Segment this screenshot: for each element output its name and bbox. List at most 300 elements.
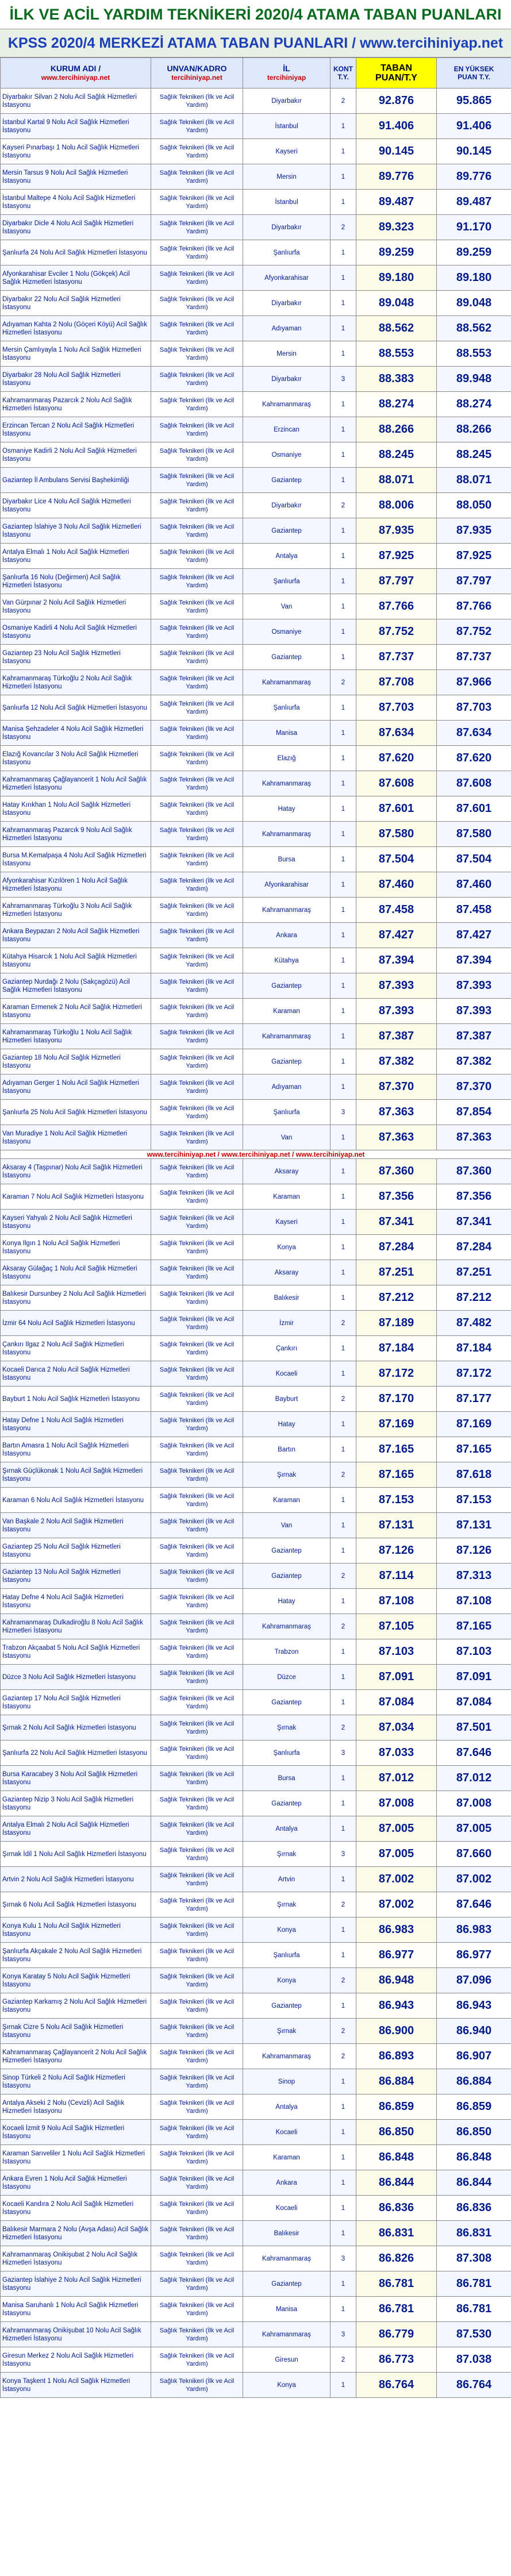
table-row — [1, 1816, 511, 1842]
il-cell: Gaziantep — [243, 1049, 331, 1075]
kurum-cell: Karaman 6 Nolu Acil Sağlık Hizmetleri İstasyonu — [1, 1488, 151, 1513]
table-row — [1, 1488, 511, 1513]
yuksek-puan-cell: 86.850 — [437, 2120, 511, 2145]
yuksek-puan-cell: 87.580 — [437, 822, 511, 847]
table-row — [1, 1210, 511, 1235]
kont-cell: 2 — [331, 88, 356, 114]
unvan-cell: Sağlık Teknikeri (İlk ve Acil Yardım) — [151, 1387, 243, 1412]
il-cell: Konya — [243, 1968, 331, 1993]
kurum-cell: Kocaeli Kandıra 2 Nolu Acil Sağlık Hizmetleri İstasyonu — [1, 2196, 151, 2221]
yuksek-puan-cell: 87.620 — [437, 746, 511, 771]
unvan-cell: Sağlık Teknikeri (İlk ve Acil Yardım) — [151, 1336, 243, 1361]
il-cell: Kahramanmaraş — [243, 670, 331, 695]
kont-cell: 1 — [331, 1260, 356, 1285]
unvan-cell: Sağlık Teknikeri (İlk ve Acil Yardım) — [151, 215, 243, 240]
kurum-cell: Kahramanmaraş Onikişubat 10 Nolu Acil Sağlık Hizmetleri İstasyonu — [1, 2322, 151, 2347]
unvan-cell: Sağlık Teknikeri (İlk ve Acil Yardım) — [151, 1614, 243, 1639]
column-header-kurum — [1, 58, 151, 88]
unvan-cell: Sağlık Teknikeri (İlk ve Acil Yardım) — [151, 746, 243, 771]
taban-puan-cell: 87.797 — [356, 569, 437, 594]
taban-puan-cell: 89.323 — [356, 215, 437, 240]
table-row — [1, 1589, 511, 1614]
taban-puan-cell: 87.925 — [356, 544, 437, 569]
unvan-cell: Sağlık Teknikeri (İlk ve Acil Yardım) — [151, 1993, 243, 2019]
yuksek-puan-cell: 87.108 — [437, 1589, 511, 1614]
yuksek-puan-cell: 87.608 — [437, 771, 511, 796]
unvan-cell: Sağlık Teknikeri (İlk ve Acil Yardım) — [151, 265, 243, 291]
il-cell: Kahramanmaraş — [243, 822, 331, 847]
unvan-cell: Sağlık Teknikeri (İlk ve Acil Yardım) — [151, 1589, 243, 1614]
yuksek-puan-cell: 87.177 — [437, 1387, 511, 1412]
taban-puan-cell: 87.034 — [356, 1715, 437, 1741]
table-row — [1, 442, 511, 468]
kurum-cell: Kahramanmaraş Onikişubat 2 Nolu Acil Sağlık Hizmetleri İstasyonu — [1, 2246, 151, 2271]
yuksek-puan-cell: 87.382 — [437, 1049, 511, 1075]
table-row — [1, 2120, 511, 2145]
table-row — [1, 1791, 511, 1816]
kurum-cell: Van Muradiye 1 Nolu Acil Sağlık Hizmetleri İstasyonu — [1, 1125, 151, 1150]
taban-puan-cell: 87.608 — [356, 771, 437, 796]
kurum-cell: Trabzon Akçaabat 5 Nolu Acil Sağlık Hizmetleri İstasyonu — [1, 1639, 151, 1665]
kurum-cell: Kahramanmaraş Çağlayancerit 2 Nolu Acil Sağlık Hizmetleri İstasyonu — [1, 2044, 151, 2069]
taban-puan-cell: 87.601 — [356, 796, 437, 822]
yuksek-puan-cell: 86.907 — [437, 2044, 511, 2069]
table-row — [1, 1715, 511, 1741]
unvan-cell: Sağlık Teknikeri (İlk ve Acil Yardım) — [151, 1437, 243, 1462]
table-row — [1, 796, 511, 822]
unvan-cell: Sağlık Teknikeri (İlk ve Acil Yardım) — [151, 2120, 243, 2145]
table-row — [1, 392, 511, 417]
unvan-cell: Sağlık Teknikeri (İlk ve Acil Yardım) — [151, 999, 243, 1024]
taban-puan-cell: 87.634 — [356, 721, 437, 746]
yuksek-puan-cell: 87.184 — [437, 1336, 511, 1361]
il-cell: Kahramanmaraş — [243, 2044, 331, 2069]
kont-cell: 1 — [331, 2271, 356, 2297]
taban-puan-cell: 87.012 — [356, 1766, 437, 1791]
il-cell: Aksaray — [243, 1159, 331, 1184]
kurum-cell: Hatay Defne 4 Nolu Acil Sağlık Hizmetleri İstasyonu — [1, 1589, 151, 1614]
kont-cell: 1 — [331, 190, 356, 215]
il-header-link[interactable]: tercihiniyap — [267, 74, 306, 82]
il-cell: Çankırı — [243, 1336, 331, 1361]
kont-cell: 1 — [331, 139, 356, 164]
kurum-cell: Kütahya Hisarcık 1 Nolu Acil Sağlık Hizmetleri İstasyonu — [1, 948, 151, 973]
kont-cell: 1 — [331, 1285, 356, 1311]
taban-puan-cell: 86.848 — [356, 2145, 437, 2170]
kurum-cell: Diyarbakır Silvan 2 Nolu Acil Sağlık Hizmetleri İstasyonu — [1, 88, 151, 114]
il-cell: Adıyaman — [243, 1075, 331, 1100]
taban-puan-cell: 87.084 — [356, 1690, 437, 1715]
unvan-cell: Sağlık Teknikeri (İlk ve Acil Yardım) — [151, 822, 243, 847]
column-header-unvan — [151, 58, 243, 88]
kurum-cell: Hatay Defne 1 Nolu Acil Sağlık Hizmetleri İstasyonu — [1, 1412, 151, 1437]
yuksek-puan-cell: 87.313 — [437, 1564, 511, 1589]
kurum-cell: Gaziantep 25 Nolu Acil Sağlık Hizmetleri İstasyonu — [1, 1538, 151, 1564]
yuksek-puan-cell: 86.831 — [437, 2221, 511, 2246]
yuksek-puan-cell: 87.131 — [437, 1513, 511, 1538]
il-cell: Balıkesir — [243, 2221, 331, 2246]
il-cell: Diyarbakır — [243, 215, 331, 240]
il-cell: Karaman — [243, 999, 331, 1024]
taban-puan-cell: 86.831 — [356, 2221, 437, 2246]
table-row — [1, 1766, 511, 1791]
kurum-cell: Osmaniye Kadirli 2 Nolu Acil Sağlık Hizmetleri İstasyonu — [1, 442, 151, 468]
table-body — [1, 88, 511, 2398]
table-row — [1, 2069, 511, 2094]
kont-cell: 1 — [331, 1943, 356, 1968]
taban-puan-cell: 89.487 — [356, 190, 437, 215]
yuksek-puan-cell: 88.071 — [437, 468, 511, 493]
unvan-cell: Sağlık Teknikeri (İlk ve Acil Yardım) — [151, 1125, 243, 1150]
yuksek-puan-cell: 89.259 — [437, 240, 511, 265]
separator-link[interactable]: www.tercihiniyap.net / www.tercihiniyap.net / www.tercihiniyap.net — [1, 1150, 511, 1159]
taban-puan-cell: 87.005 — [356, 1816, 437, 1842]
unvan-cell: Sağlık Teknikeri (İlk ve Acil Yardım) — [151, 1235, 243, 1260]
yuksek-puan-cell: 87.387 — [437, 1024, 511, 1049]
kont-cell: 1 — [331, 1184, 356, 1210]
yuksek-puan-cell: 87.634 — [437, 721, 511, 746]
table-row — [1, 1159, 511, 1184]
taban-puan-cell: 87.504 — [356, 847, 437, 872]
table-row — [1, 1462, 511, 1488]
yuksek-puan-cell: 87.165 — [437, 1437, 511, 1462]
table-row — [1, 544, 511, 569]
taban-puan-cell: 87.126 — [356, 1538, 437, 1564]
kont-cell: 1 — [331, 2170, 356, 2196]
il-cell: Kahramanmaraş — [243, 1614, 331, 1639]
table-row — [1, 1387, 511, 1412]
unvan-cell: Sağlık Teknikeri (İlk ve Acil Yardım) — [151, 468, 243, 493]
yuksek-puan-cell: 87.084 — [437, 1690, 511, 1715]
yuksek-puan-cell: 87.530 — [437, 2322, 511, 2347]
il-cell: Antalya — [243, 1816, 331, 1842]
yuksek-puan-cell: 87.935 — [437, 518, 511, 544]
table-row — [1, 2271, 511, 2297]
taban-puan-cell: 89.259 — [356, 240, 437, 265]
taban-puan-cell: 86.779 — [356, 2322, 437, 2347]
kurum-cell: Kahramanmaraş Türkoğlu 2 Nolu Acil Sağlık Hizmetleri İstasyonu — [1, 670, 151, 695]
table-row — [1, 1412, 511, 1437]
table-row — [1, 1867, 511, 1892]
unvan-cell: Sağlık Teknikeri (İlk ve Acil Yardım) — [151, 518, 243, 544]
kont-cell: 1 — [331, 2145, 356, 2170]
taban-puan-cell: 86.859 — [356, 2094, 437, 2120]
taban-puan-cell: 88.562 — [356, 316, 437, 341]
unvan-cell: Sağlık Teknikeri (İlk ve Acil Yardım) — [151, 771, 243, 796]
unvan-cell: Sağlık Teknikeri (İlk ve Acil Yardım) — [151, 1159, 243, 1184]
il-cell: Kayseri — [243, 1210, 331, 1235]
taban-puan-cell: 87.212 — [356, 1285, 437, 1311]
il-cell: Konya — [243, 2373, 331, 2398]
table-row — [1, 1311, 511, 1336]
taban-puan-cell: 86.977 — [356, 1943, 437, 1968]
kont-cell: 1 — [331, 822, 356, 847]
kont-cell: 2 — [331, 1614, 356, 1639]
yuksek-puan-cell: 87.504 — [437, 847, 511, 872]
il-cell: Kahramanmaraş — [243, 2246, 331, 2271]
taban-puan-cell: 87.341 — [356, 1210, 437, 1235]
kont-cell: 1 — [331, 999, 356, 1024]
kurum-cell: Erzincan Tercan 2 Nolu Acil Sağlık Hizmetleri İstasyonu — [1, 417, 151, 442]
table-row — [1, 923, 511, 948]
table-row — [1, 1690, 511, 1715]
unvan-cell: Sağlık Teknikeri (İlk ve Acil Yardım) — [151, 1564, 243, 1589]
kont-cell: 1 — [331, 695, 356, 721]
table-row — [1, 695, 511, 721]
kont-cell: 1 — [331, 645, 356, 670]
yuksek-puan-cell: 87.703 — [437, 695, 511, 721]
il-cell: Gaziantep — [243, 1538, 331, 1564]
table-row — [1, 973, 511, 999]
kurum-cell: Düzce 3 Nolu Acil Sağlık Hizmetleri İstasyonu — [1, 1665, 151, 1690]
kurum-cell: Kahramanmaraş Türkoğlu 1 Nolu Acil Sağlık Hizmetleri İstasyonu — [1, 1024, 151, 1049]
unvan-cell: Sağlık Teknikeri (İlk ve Acil Yardım) — [151, 2373, 243, 2398]
unvan-cell: Sağlık Teknikeri (İlk ve Acil Yardım) — [151, 2019, 243, 2044]
unvan-cell: Sağlık Teknikeri (İlk ve Acil Yardım) — [151, 1100, 243, 1125]
table-row — [1, 721, 511, 746]
taban-puan-cell: 87.170 — [356, 1387, 437, 1412]
taban-puan-cell: 87.284 — [356, 1235, 437, 1260]
page-subtitle: KPSS 2020/4 MERKEZİ ATAMA TABAN PUANLARI / www.tercihiniyap.net — [0, 29, 511, 57]
il-cell: Şırnak — [243, 1842, 331, 1867]
taban-puan-cell: 86.826 — [356, 2246, 437, 2271]
il-header-label: İL — [283, 64, 290, 73]
unvan-cell: Sağlık Teknikeri (İlk ve Acil Yardım) — [151, 341, 243, 367]
unvan-cell: Sağlık Teknikeri (İlk ve Acil Yardım) — [151, 2297, 243, 2322]
kont-cell: 1 — [331, 1917, 356, 1943]
taban-puan-cell: 87.382 — [356, 1049, 437, 1075]
yuksek-puan-cell: 87.646 — [437, 1741, 511, 1766]
kont-cell: 1 — [331, 2221, 356, 2246]
kont-cell: 2 — [331, 2019, 356, 2044]
yuksek-puan-cell: 87.153 — [437, 1488, 511, 1513]
yuksek-puan-cell: 86.859 — [437, 2094, 511, 2120]
kurum-cell: Gaziantep 13 Nolu Acil Sağlık Hizmetleri İstasyonu — [1, 1564, 151, 1589]
kont-cell: 1 — [331, 2069, 356, 2094]
yuksek-puan-cell: 87.005 — [437, 1816, 511, 1842]
yuksek-puan-cell: 87.427 — [437, 923, 511, 948]
unvan-cell: Sağlık Teknikeri (İlk ve Acil Yardım) — [151, 2271, 243, 2297]
unvan-cell: Sağlık Teknikeri (İlk ve Acil Yardım) — [151, 392, 243, 417]
taban-puan-cell: 87.033 — [356, 1741, 437, 1766]
yuksek-puan-cell: 87.165 — [437, 1614, 511, 1639]
kont-cell: 3 — [331, 2246, 356, 2271]
kont-cell: 1 — [331, 847, 356, 872]
table-row — [1, 1639, 511, 1665]
yuksek-puan-cell: 87.363 — [437, 1125, 511, 1150]
taban-puan-cell: 88.245 — [356, 442, 437, 468]
table-row — [1, 2347, 511, 2373]
il-cell: Sinop — [243, 2069, 331, 2094]
il-cell: İzmir — [243, 1311, 331, 1336]
unvan-cell: Sağlık Teknikeri (İlk ve Acil Yardım) — [151, 1968, 243, 1993]
taban-puan-cell: 87.002 — [356, 1892, 437, 1917]
yuksek-puan-cell: 87.370 — [437, 1075, 511, 1100]
kont-cell: 2 — [331, 2044, 356, 2069]
taban-puan-cell: 87.360 — [356, 1159, 437, 1184]
yuksek-puan-cell: 89.776 — [437, 164, 511, 190]
il-cell: Şanlıurfa — [243, 1741, 331, 1766]
kurum-cell: Sinop Türkeli 2 Nolu Acil Sağlık Hizmetleri İstasyonu — [1, 2069, 151, 2094]
taban-puan-cell: 87.165 — [356, 1462, 437, 1488]
yuksek-puan-cell: 87.169 — [437, 1412, 511, 1437]
il-cell: Kocaeli — [243, 2196, 331, 2221]
yuksek-puan-cell: 86.781 — [437, 2271, 511, 2297]
table-row — [1, 898, 511, 923]
yuksek-puan-cell: 87.660 — [437, 1842, 511, 1867]
il-cell: Konya — [243, 1917, 331, 1943]
kont-cell: 1 — [331, 114, 356, 139]
taban-puan-cell: 88.071 — [356, 468, 437, 493]
yuksek-puan-cell: 88.274 — [437, 392, 511, 417]
kont-cell: 1 — [331, 240, 356, 265]
unvan-cell: Sağlık Teknikeri (İlk ve Acil Yardım) — [151, 695, 243, 721]
kont-cell: 1 — [331, 898, 356, 923]
taban-puan-cell: 87.737 — [356, 645, 437, 670]
yuksek-puan-cell: 87.091 — [437, 1665, 511, 1690]
yuksek-puan-cell: 87.646 — [437, 1892, 511, 1917]
kurum-cell: Kahramanmaraş Türkoğlu 3 Nolu Acil Sağlık Hizmetleri İstasyonu — [1, 898, 151, 923]
kont-cell: 3 — [331, 1100, 356, 1125]
yuksek-puan-cell: 87.737 — [437, 645, 511, 670]
unvan-cell: Sağlık Teknikeri (İlk ve Acil Yardım) — [151, 1488, 243, 1513]
il-cell: Artvin — [243, 1867, 331, 1892]
kont-cell: 1 — [331, 923, 356, 948]
kurum-cell: Gaziantep Nurdağı 2 Nolu (Sakçagözü) Acil Sağlık Hizmetleri İstasyonu — [1, 973, 151, 999]
kurum-cell: Şanlıurfa 12 Nolu Acil Sağlık Hizmetleri İstasyonu — [1, 695, 151, 721]
yuksek-puan-cell: 86.940 — [437, 2019, 511, 2044]
il-cell: Mersin — [243, 164, 331, 190]
table-row — [1, 1614, 511, 1639]
unvan-cell: Sağlık Teknikeri (İlk ve Acil Yardım) — [151, 594, 243, 619]
taban-puan-cell: 87.460 — [356, 872, 437, 898]
taban-puan-cell: 87.091 — [356, 1665, 437, 1690]
kont-cell: 1 — [331, 796, 356, 822]
yuksek-puan-cell: 87.393 — [437, 999, 511, 1024]
kurum-cell: Karaman Ermenek 2 Nolu Acil Sağlık Hizmetleri İstasyonu — [1, 999, 151, 1024]
unvan-cell: Sağlık Teknikeri (İlk ve Acil Yardım) — [151, 1842, 243, 1867]
table-row — [1, 1993, 511, 2019]
yuksek-puan-cell: 87.618 — [437, 1462, 511, 1488]
table-row — [1, 215, 511, 240]
yuksek-header-line2: PUAN T.Y. — [458, 73, 490, 81]
kurum-cell: Kahramanmaraş Çağlayancerit 1 Nolu Acil Sağlık Hizmetleri İstasyonu — [1, 771, 151, 796]
column-header-yuksek — [437, 58, 511, 88]
il-cell: Karaman — [243, 1488, 331, 1513]
table-row — [1, 1892, 511, 1917]
unvan-cell: Sağlık Teknikeri (İlk ve Acil Yardım) — [151, 2069, 243, 2094]
il-cell: Van — [243, 1125, 331, 1150]
taban-puan-cell: 88.383 — [356, 367, 437, 392]
kont-cell: 1 — [331, 544, 356, 569]
taban-puan-cell: 89.180 — [356, 265, 437, 291]
unvan-header-link[interactable]: tercihiniyap.net — [171, 74, 222, 82]
kurum-header-link[interactable]: www.tercihiniyap.net — [41, 74, 110, 82]
kont-cell: 1 — [331, 164, 356, 190]
taban-puan-cell: 87.393 — [356, 999, 437, 1024]
unvan-cell: Sağlık Teknikeri (İlk ve Acil Yardım) — [151, 1462, 243, 1488]
table-row — [1, 265, 511, 291]
unvan-cell: Sağlık Teknikeri (İlk ve Acil Yardım) — [151, 442, 243, 468]
kont-cell: 2 — [331, 1311, 356, 1336]
yuksek-puan-cell: 87.601 — [437, 796, 511, 822]
il-cell: Manisa — [243, 2297, 331, 2322]
kont-cell: 3 — [331, 1741, 356, 1766]
il-cell: Antalya — [243, 544, 331, 569]
il-cell: Hatay — [243, 796, 331, 822]
taban-puan-cell: 88.553 — [356, 341, 437, 367]
kont-cell: 1 — [331, 1437, 356, 1462]
table-row — [1, 847, 511, 872]
kurum-cell: Konya Karatay 5 Nolu Acil Sağlık Hizmetleri İstasyonu — [1, 1968, 151, 1993]
il-cell: Hatay — [243, 1412, 331, 1437]
unvan-cell: Sağlık Teknikeri (İlk ve Acil Yardım) — [151, 1184, 243, 1210]
unvan-cell: Sağlık Teknikeri (İlk ve Acil Yardım) — [151, 1690, 243, 1715]
table-row — [1, 468, 511, 493]
il-cell: Mersin — [243, 341, 331, 367]
kurum-cell: Şırnak 6 Nolu Acil Sağlık Hizmetleri İstasyonu — [1, 1892, 151, 1917]
table-row — [1, 670, 511, 695]
kurum-cell: Mersin Çamlıyayla 1 Nolu Acil Sağlık Hizmetleri İstasyonu — [1, 341, 151, 367]
kurum-cell: Artvin 2 Nolu Acil Sağlık Hizmetleri İstasyonu — [1, 1867, 151, 1892]
table-header-row — [1, 58, 511, 88]
unvan-cell: Sağlık Teknikeri (İlk ve Acil Yardım) — [151, 2196, 243, 2221]
kont-cell: 1 — [331, 2196, 356, 2221]
kont-cell: 1 — [331, 265, 356, 291]
il-cell: Kahramanmaraş — [243, 898, 331, 923]
kurum-cell: Manisa Saruhanlı 1 Nolu Acil Sağlık Hizmetleri İstasyonu — [1, 2297, 151, 2322]
table-row — [1, 2044, 511, 2069]
yuksek-puan-cell: 88.562 — [437, 316, 511, 341]
taban-puan-cell: 87.370 — [356, 1075, 437, 1100]
unvan-cell: Sağlık Teknikeri (İlk ve Acil Yardım) — [151, 190, 243, 215]
kurum-cell: Kocaeli İzmit 9 Nolu Acil Sağlık Hizmetleri İstasyonu — [1, 2120, 151, 2145]
kont-cell: 1 — [331, 619, 356, 645]
kurum-cell: Konya Kulu 1 Nolu Acil Sağlık Hizmetleri İstasyonu — [1, 1917, 151, 1943]
kont-cell: 1 — [331, 1125, 356, 1150]
taban-puan-cell: 87.103 — [356, 1639, 437, 1665]
yuksek-puan-cell: 89.048 — [437, 291, 511, 316]
table-row — [1, 1100, 511, 1125]
il-cell: Diyarbakır — [243, 367, 331, 392]
unvan-cell: Sağlık Teknikeri (İlk ve Acil Yardım) — [151, 1741, 243, 1766]
table-row — [1, 1943, 511, 1968]
kurum-cell: Şanlıurfa Akçakale 2 Nolu Acil Sağlık Hizmetleri İstasyonu — [1, 1943, 151, 1968]
kurum-cell: Afyonkarahisar Kızılören 1 Nolu Acil Sağlık Hizmetleri İstasyonu — [1, 872, 151, 898]
kont-cell: 3 — [331, 1842, 356, 1867]
taban-puan-cell: 87.005 — [356, 1842, 437, 1867]
il-cell: Gaziantep — [243, 1690, 331, 1715]
unvan-cell: Sağlık Teknikeri (İlk ve Acil Yardım) — [151, 1285, 243, 1311]
unvan-cell: Sağlık Teknikeri (İlk ve Acil Yardım) — [151, 1816, 243, 1842]
kurum-cell: Gaziantep 23 Nolu Acil Sağlık Hizmetleri İstasyonu — [1, 645, 151, 670]
taban-puan-cell: 87.363 — [356, 1125, 437, 1150]
il-cell: Kahramanmaraş — [243, 771, 331, 796]
kont-cell: 1 — [331, 771, 356, 796]
kurum-cell: Gaziantep İl Ambulans Servisi Başhekimliği — [1, 468, 151, 493]
kont-cell: 2 — [331, 1968, 356, 1993]
kurum-cell: Elazığ Kovancılar 3 Nolu Acil Sağlık Hizmetleri İstasyonu — [1, 746, 151, 771]
unvan-cell: Sağlık Teknikeri (İlk ve Acil Yardım) — [151, 645, 243, 670]
il-cell: Bursa — [243, 1766, 331, 1791]
taban-puan-cell: 87.458 — [356, 898, 437, 923]
table-row — [1, 291, 511, 316]
kont-cell: 1 — [331, 1816, 356, 1842]
il-cell: Düzce — [243, 1665, 331, 1690]
kont-cell: 1 — [331, 1665, 356, 1690]
unvan-cell: Sağlık Teknikeri (İlk ve Acil Yardım) — [151, 1917, 243, 1943]
yuksek-puan-cell: 87.212 — [437, 1285, 511, 1311]
